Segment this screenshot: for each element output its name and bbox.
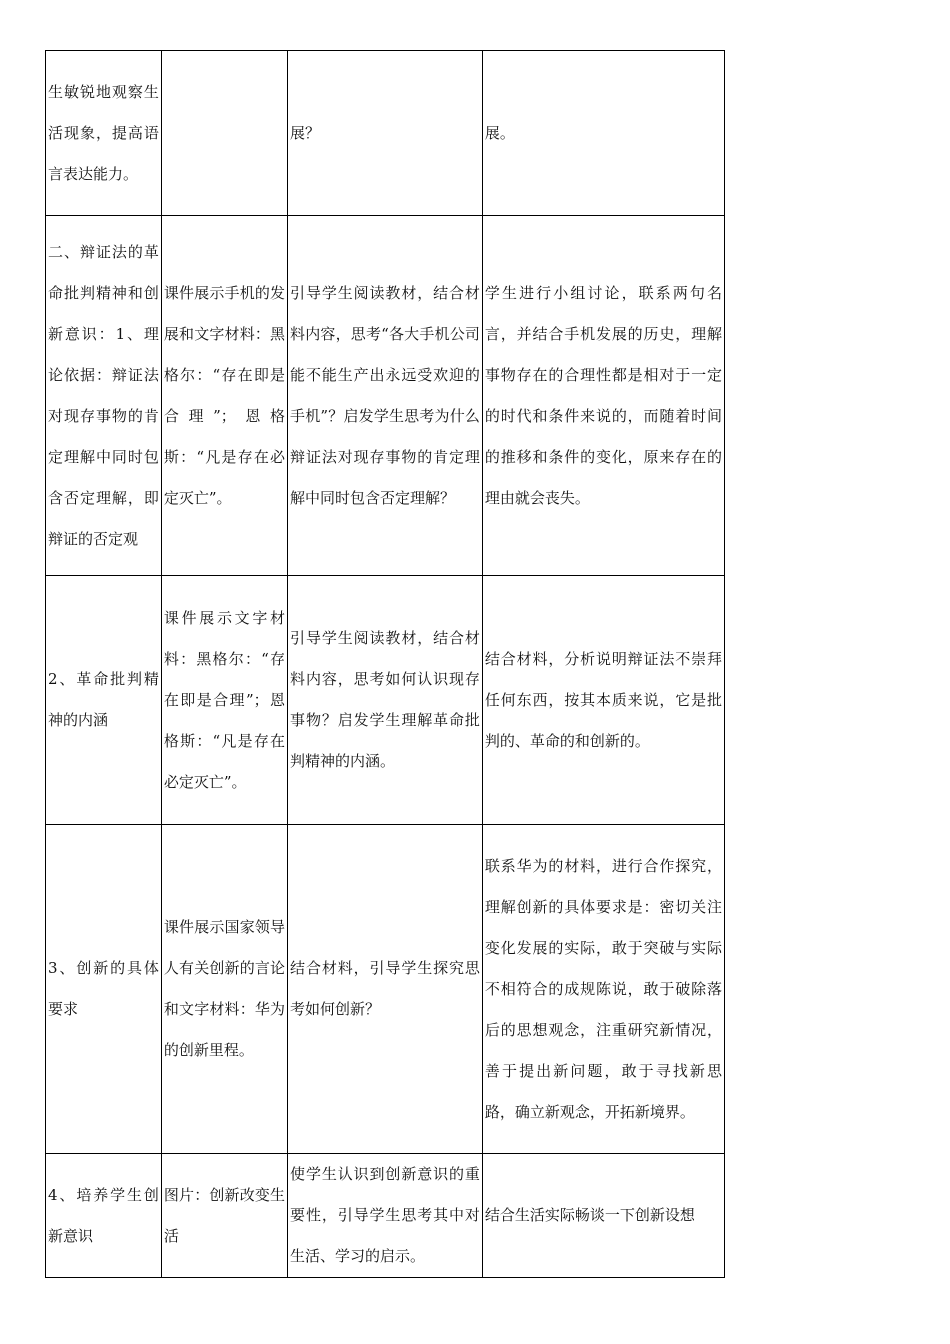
table-cell: 2、革命批判精神的内涵 <box>46 576 162 825</box>
table-row <box>46 1154 725 1278</box>
table-cell: 课件展示手机的发展和文字材料：黑格尔：“存在即是合理”；恩格斯：“凡是存在必定灭亡”。 <box>161 216 287 576</box>
table-cell: 引导学生阅读教材，结合材料内容，思考如何认识现存事物？启发学生理解革命批判精神的内涵。 <box>288 576 483 825</box>
table-row <box>46 216 725 576</box>
table-cell: 结合材料，分析说明辩证法不崇拜任何东西，按其本质来说，它是批判的、革命的和创新的。 <box>482 576 724 825</box>
table-cell: 展？ <box>288 51 483 216</box>
table-cell: 二、辩证法的革命批判精神和创新意识：1、理论依据：辩证法对现存事物的肯定理解中同时包含否定理解，即辩证的否定观 <box>46 216 162 576</box>
lesson-plan-table <box>45 50 725 1278</box>
table-cell: 课件展示文字材料：黑格尔：“存在即是合理”；恩格斯：“凡是存在必定灭亡”。 <box>161 576 287 825</box>
table-cell: 结合生活实际畅谈一下创新设想 <box>482 1154 724 1278</box>
table-row <box>46 51 725 216</box>
table-cell: 展。 <box>482 51 724 216</box>
table-cell: 引导学生阅读教材，结合材料内容，思考“各大手机公司能不能生产出永远受欢迎的手机”？启发学生思考为什么辩证法对现存事物的肯定理解中同时包含否定理解？ <box>288 216 483 576</box>
table-cell: 使学生认识到创新意识的重要性，引导学生思考其中对生活、学习的启示。 <box>288 1154 483 1278</box>
table-cell: 结合材料，引导学生探究思考如何创新？ <box>288 825 483 1154</box>
table-cell: 联系华为的材料，进行合作探究，理解创新的具体要求是：密切关注变化发展的实际，敢于突破与实际不相符合的成规陈说，敢于破除落后的思想观念，注重研究新情况，善于提出新问题，敢于寻找新思路，确立新观念，开拓新境界。 <box>482 825 724 1154</box>
table-cell: 4、培养学生创新意识 <box>46 1154 162 1278</box>
table-cell: 3、创新的具体要求 <box>46 825 162 1154</box>
table-row <box>46 576 725 825</box>
table-cell <box>161 51 287 216</box>
table-cell: 生敏锐地观察生活现象，提高语言表达能力。 <box>46 51 162 216</box>
table-row <box>46 825 725 1154</box>
table-cell: 图片：创新改变生活 <box>161 1154 287 1278</box>
table-cell: 课件展示国家领导人有关创新的言论和文字材料：华为的创新里程。 <box>161 825 287 1154</box>
table-cell: 学生进行小组讨论，联系两句名言，并结合手机发展的历史，理解事物存在的合理性都是相对于一定的时代和条件来说的，而随着时间的推移和条件的变化，原来存在的理由就会丧失。 <box>482 216 724 576</box>
